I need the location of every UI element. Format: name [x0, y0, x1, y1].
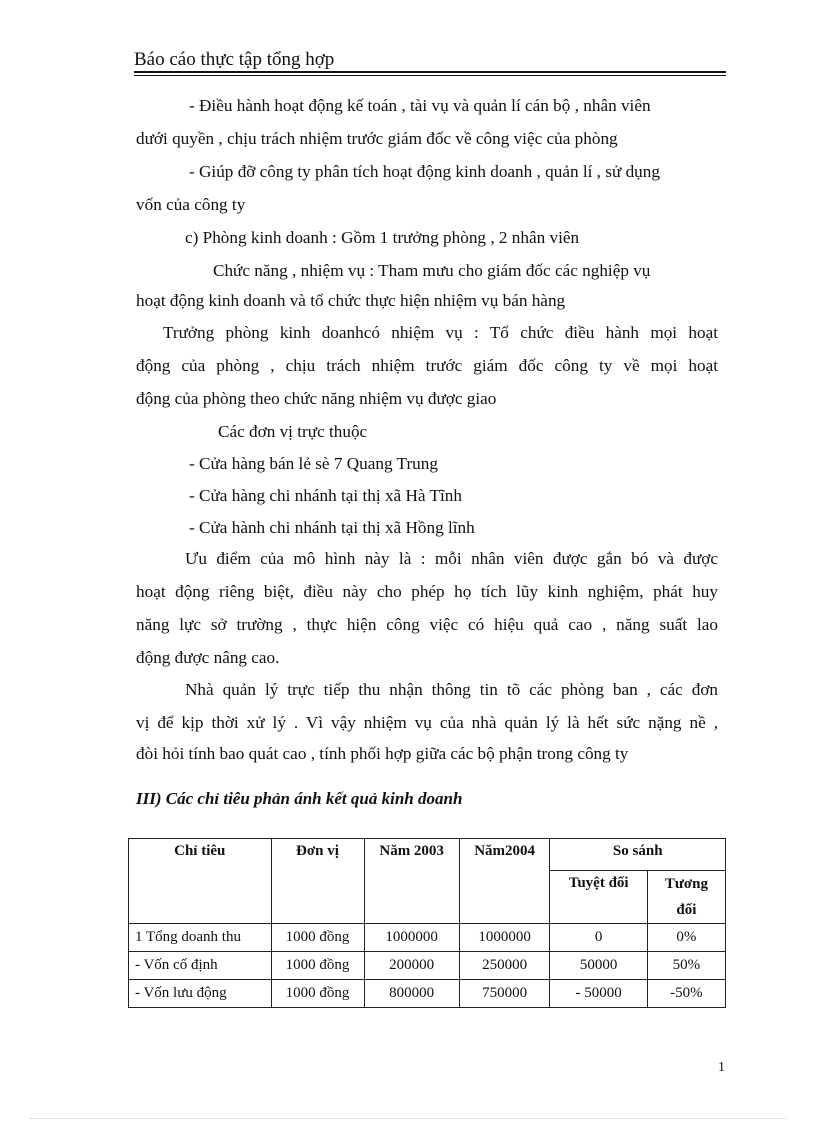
- page-bottom-divider: [30, 1118, 786, 1119]
- paragraph-line: động của phòng theo chức năng nhiệm vụ được giao: [136, 389, 497, 408]
- cell-unit: 1000 đồng: [271, 980, 364, 1008]
- paragraph-line: - Điều hành hoạt động kế toán , tài vụ và quản lí cán bộ , nhân viên: [189, 96, 651, 115]
- paragraph-line: Chức năng , nhiệm vụ : Tham mưu cho giám đốc các nghiệp vụ: [213, 261, 651, 280]
- header-relative: Tương đối: [647, 871, 725, 924]
- header-year-2003: Năm 2003: [364, 839, 459, 924]
- cell-2003: 1000000: [364, 924, 459, 952]
- cell-2003: 800000: [364, 980, 459, 1008]
- header-unit: Đơn vị: [271, 839, 364, 924]
- cell-relative: 0%: [647, 924, 725, 952]
- cell-absolute: 0: [550, 924, 647, 952]
- paragraph-line: động của phòng , chịu trách nhiệm trước giám đốc công ty về mọi hoạt: [136, 356, 718, 375]
- paragraph-line: hoạt động kinh doanh và tổ chức thực hiện nhiệm vụ bán hàng: [136, 291, 566, 310]
- table-row: [129, 980, 726, 1008]
- list-item: - Cửa hàng chi nhánh tại thị xã Hà Tĩnh: [189, 486, 462, 505]
- cell-2003: 200000: [364, 952, 459, 980]
- paragraph-line: vị để kịp thời xử lý . Vì vậy nhiệm vụ của nhà quản lý là hết sức nặng nề ,: [136, 713, 718, 732]
- cell-absolute: - 50000: [550, 980, 647, 1008]
- paragraph-line: vốn của công ty: [136, 195, 246, 214]
- header-rule-thin: [134, 75, 726, 76]
- paragraph-line: hoạt động riêng biệt, điều này cho phép họ tích lũy kinh nghiệm, phát huy: [136, 582, 718, 601]
- list-item: - Cửa hành chi nhánh tại thị xã Hồng lĩnh: [189, 518, 475, 537]
- cell-2004: 750000: [459, 980, 550, 1008]
- section-heading: III) Các chỉ tiêu phản ánh kết quả kinh doanh: [136, 789, 463, 808]
- paragraph-line: Nhà quản lý trực tiếp thu nhận thông tin tõ các phòng ban , các đơn: [185, 680, 718, 699]
- header-compare: So sánh: [550, 839, 726, 871]
- cell-indicator: - Vốn cố định: [129, 952, 272, 980]
- header-rule: [134, 71, 726, 73]
- cell-relative: 50%: [647, 952, 725, 980]
- header-year-2004: Năm2004: [459, 839, 550, 924]
- paragraph-line: đòi hỏi tính bao quát cao , tính phối hợp giữa các bộ phận trong công ty: [136, 744, 629, 763]
- page-number: 1: [718, 1060, 725, 1075]
- paragraph-line: Ưu điểm của mô hình này là : mỗi nhân viên được gắn bó và được: [185, 549, 718, 568]
- header-indicator: Chỉ tiêu: [129, 839, 272, 924]
- table-row: [129, 952, 726, 980]
- cell-indicator: - Vốn lưu động: [129, 980, 272, 1008]
- page-header-title: Báo cáo thực tập tổng hợp: [134, 49, 335, 70]
- cell-relative: -50%: [647, 980, 725, 1008]
- paragraph-line: Các đơn vị trực thuộc: [218, 422, 368, 441]
- paragraph-line: c) Phòng kinh doanh : Gồm 1 trưởng phòng , 2 nhân viên: [185, 228, 580, 247]
- paragraph-line: năng lực sở trường , thực hiện công việc có hiệu quả cao , năng suất lao: [136, 615, 718, 634]
- cell-2004: 1000000: [459, 924, 550, 952]
- paragraph-line: - Giúp đỡ công ty phân tích hoạt động kinh doanh , quản lí , sử dụng: [189, 162, 660, 181]
- cell-unit: 1000 đồng: [271, 952, 364, 980]
- paragraph-line: Trưởng phòng kinh doanhcó nhiệm vụ : Tổ chức điều hành mọi hoạt: [163, 323, 718, 342]
- list-item: - Cửa hàng bán lẻ sè 7 Quang Trung: [189, 454, 438, 473]
- cell-absolute: 50000: [550, 952, 647, 980]
- cell-unit: 1000 đồng: [271, 924, 364, 952]
- business-results-table: [128, 838, 726, 1008]
- paragraph-line: dưới quyền , chịu trách nhiệm trước giám đốc về công việc của phòng: [136, 129, 618, 148]
- paragraph-line: động được nâng cao.: [136, 648, 280, 667]
- table-row: [129, 924, 726, 952]
- cell-indicator: 1 Tổng doanh thu: [129, 924, 272, 952]
- cell-2004: 250000: [459, 952, 550, 980]
- header-absolute: Tuyệt đối: [550, 871, 647, 924]
